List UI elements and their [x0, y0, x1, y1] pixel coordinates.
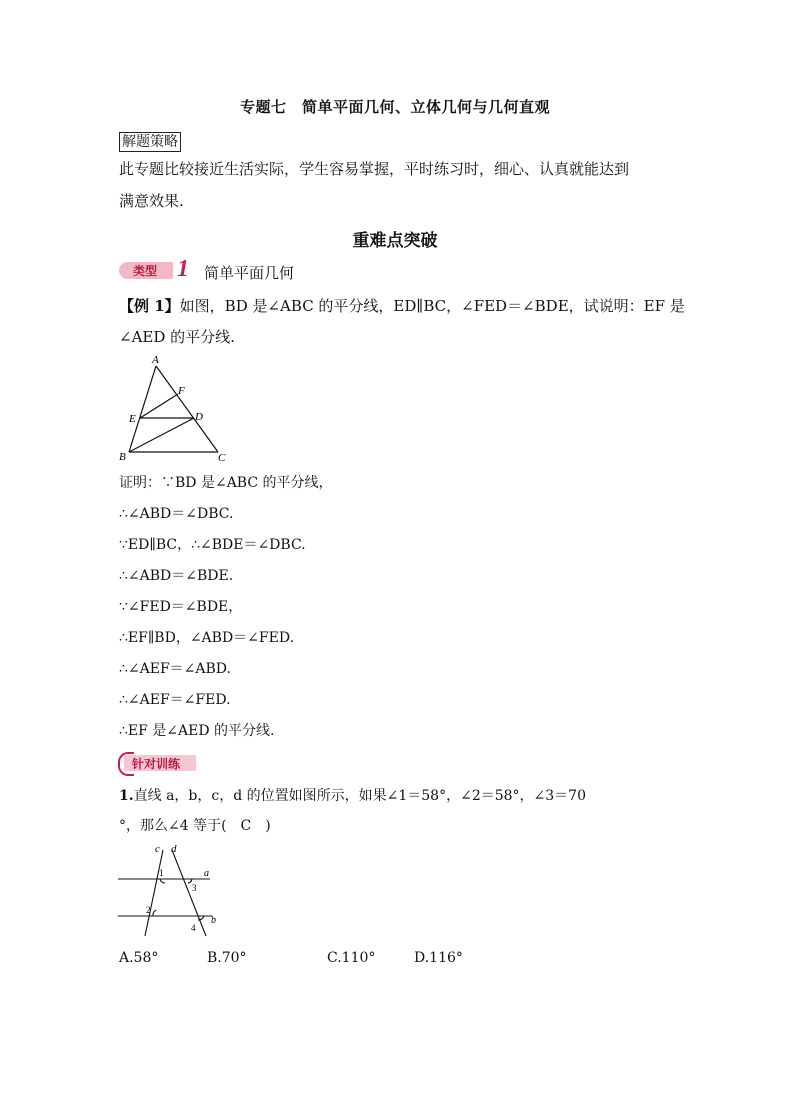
label-a: a [204, 868, 209, 879]
type-tag-number: 1 [177, 256, 189, 282]
example-text-1: 如图，BD 是∠ABC 的平分线，ED∥BC，∠FED＝∠BDE，试说明：EF 是 [179, 297, 685, 315]
option-d: D.116° [414, 950, 463, 966]
proof-line: ∴∠AEF＝∠FED. [119, 692, 231, 708]
angle-3-label: 3 [192, 883, 197, 893]
example-line-1 [119, 296, 685, 316]
proof-line: 证明：∵BD 是∠ABC 的平分线， [119, 475, 333, 491]
label-e: E [129, 413, 136, 425]
proof-line: ∴∠AEF＝∠ABD. [119, 661, 231, 677]
option-b: B.70° [207, 950, 247, 966]
option-c: C.110° [327, 950, 376, 966]
angle-1-label: 1 [159, 868, 164, 878]
strategy-text-line-1: 此专题比较接近生活实际，学生容易掌握，平时练习时，细心、认真就能达到 [119, 160, 630, 178]
lines-figure [116, 842, 226, 940]
segment-bd [129, 418, 194, 452]
proof-line: ∴∠ABD＝∠DBC. [119, 506, 234, 522]
triangle-figure [112, 352, 242, 464]
label-d: D [195, 411, 203, 423]
page-title: 专题七 简单平面几何、立体几何与几何直观 [239, 98, 550, 116]
label-f: F [178, 385, 185, 397]
label-b: B [119, 451, 126, 463]
proof-line: ∴∠ABD＝∠BDE. [119, 568, 234, 584]
strategy-label: 解题策略 [119, 132, 181, 152]
question-line-2: °，那么∠4 等于( C ) [119, 818, 271, 834]
angle-1-arc [160, 879, 165, 883]
segment-ac [156, 366, 218, 452]
line-c [145, 850, 163, 936]
section-heading: 重难点突破 [352, 231, 438, 251]
angle-2-label: 2 [146, 905, 151, 915]
type-tag-label: 类型 [133, 264, 158, 278]
label-c: C [218, 452, 226, 464]
segment-ab [129, 366, 156, 452]
proof-line: ∵∠FED＝∠BDE， [119, 599, 243, 615]
example-label: 【例 1】 [119, 297, 180, 315]
label-c: c [155, 843, 160, 855]
question-number: 1. [119, 788, 134, 804]
practice-tag-label: 针对训练 [132, 757, 181, 771]
label-d: d [171, 843, 177, 855]
proof-line: ∴EF 是∠AED 的平分线. [119, 723, 275, 739]
type-title: 简单平面几何 [204, 264, 295, 282]
angle-4-label: 4 [191, 923, 196, 933]
label-b: b [211, 915, 216, 926]
practice-tag [118, 752, 200, 772]
question-line-1 [119, 786, 586, 806]
example-line-2: ∠AED 的平分线. [119, 328, 235, 346]
type-tag [119, 256, 193, 282]
strategy-text-line-2: 满意效果. [119, 192, 184, 210]
proof-line: ∵ED∥BC，∴∠BDE＝∠DBC. [119, 537, 306, 553]
label-a: A [152, 354, 159, 366]
question-text-1: 直线 a，b，c，d 的位置如图所示，如果∠1＝58°，∠2＝58°，∠3＝70 [133, 788, 586, 804]
proof-line: ∴EF∥BD，∠ABD＝∠FED. [119, 630, 295, 646]
line-d [172, 850, 206, 936]
angle-2-arc [153, 910, 156, 916]
option-a: A.58° [119, 950, 159, 966]
